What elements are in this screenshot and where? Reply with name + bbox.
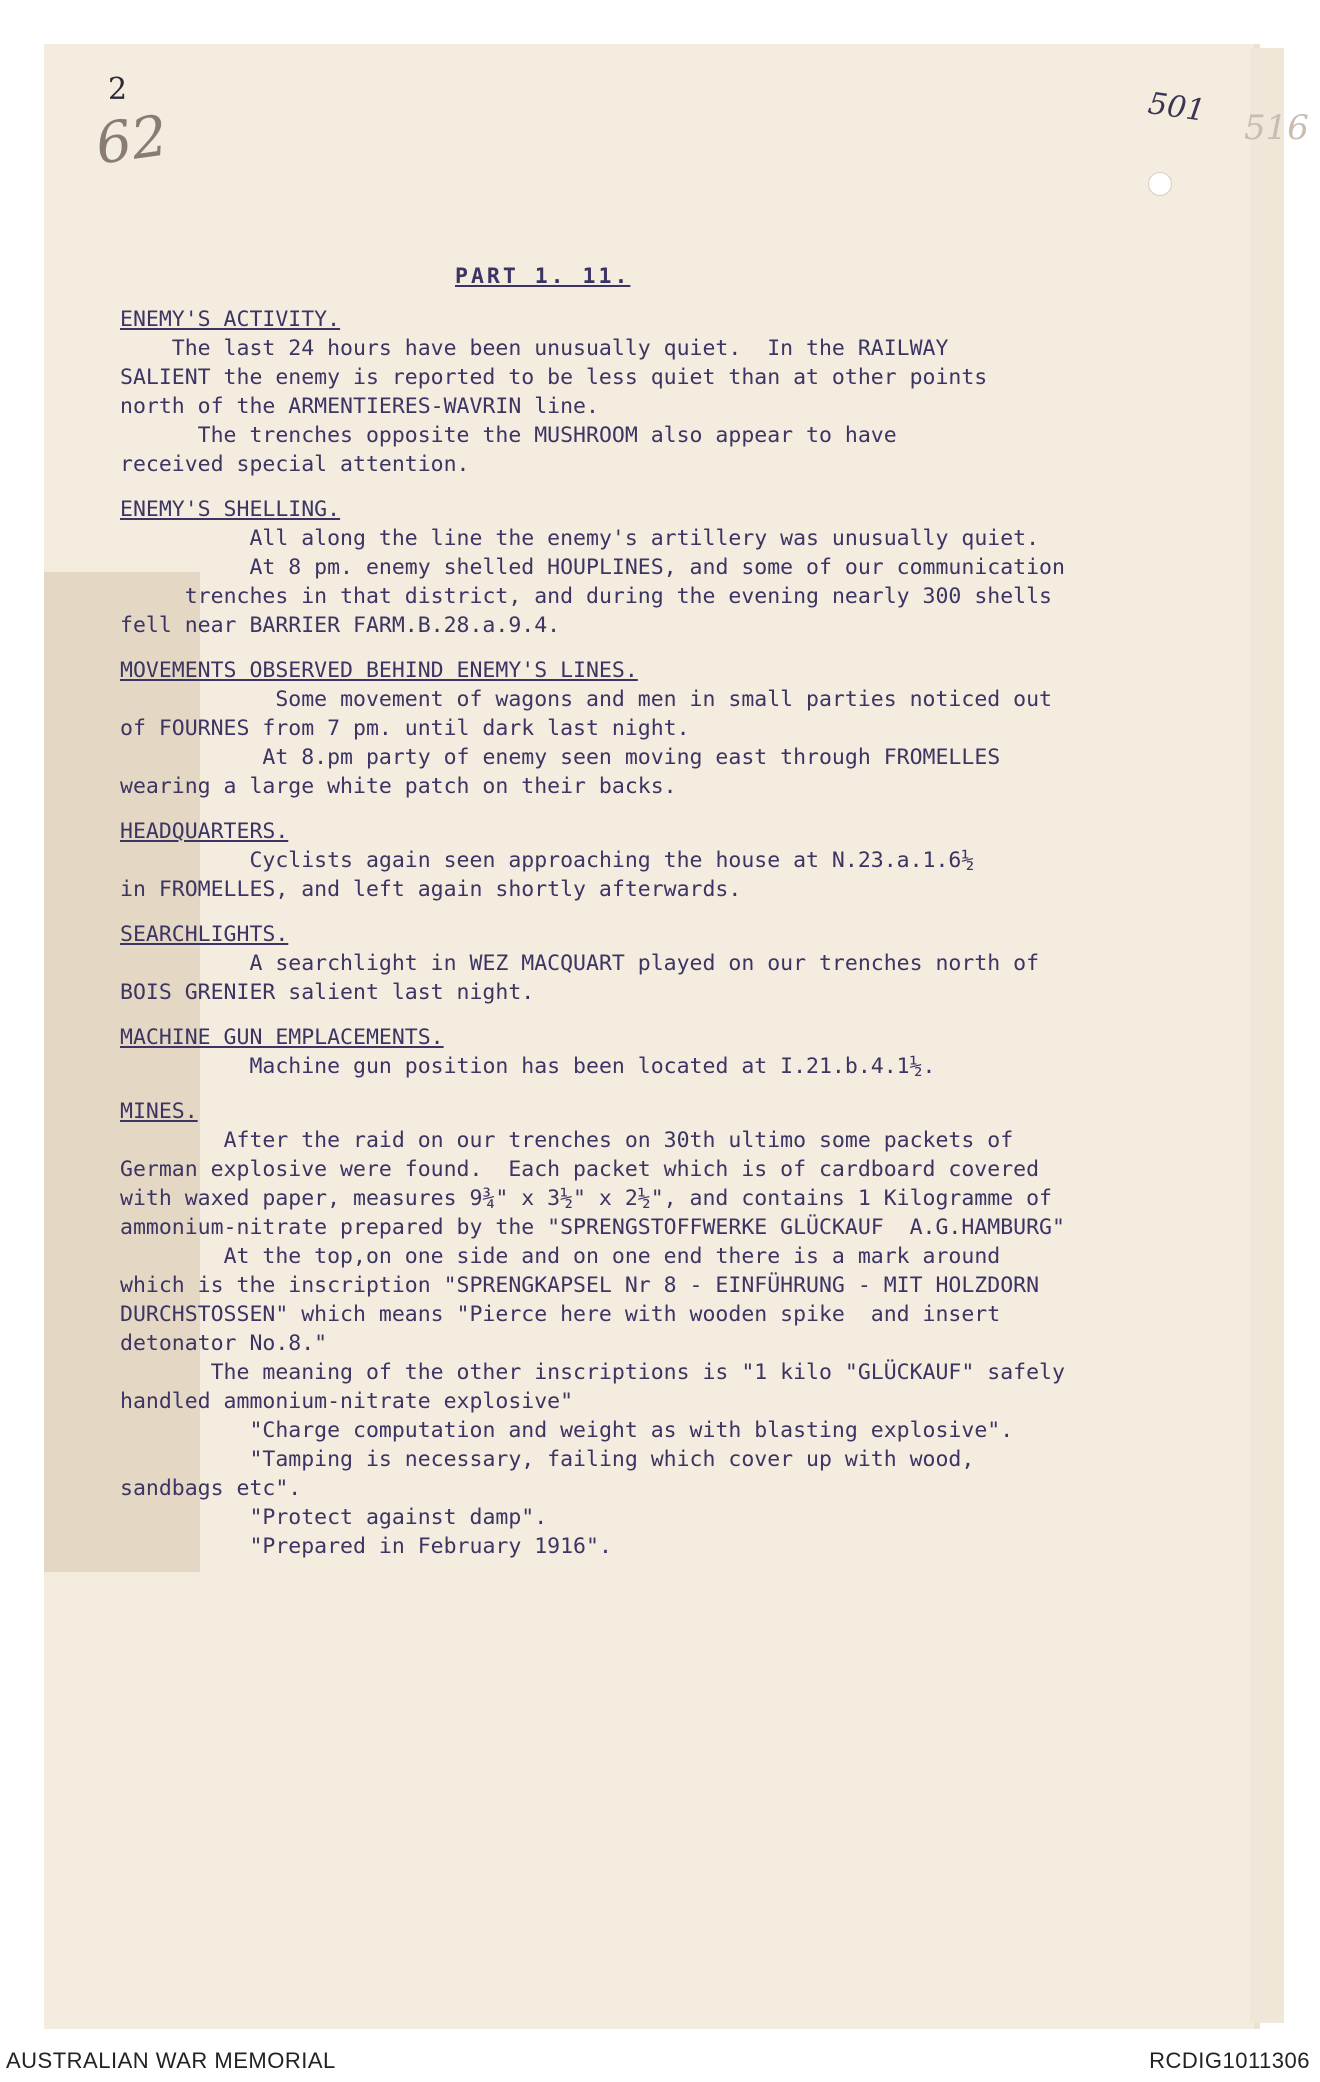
paragraph: At the top,on one side and on one end there is a mark around which is the inscription "SPRENGKAPSEL Nr 8 - EINFÜHRUNG - MIT HOLZDORN DURCHSTOSSEN" which means "Pierce here with wooden spike and insert detonator No.8." <box>120 1244 1040 1356</box>
paragraph: The last 24 hours have been unusually quiet. In the RAILWAY SALIENT the enemy is reported to be less quiet than at other points north of the ARMENTIERES-WAVRIN line. <box>120 336 988 419</box>
paragraph: "Tamping is necessary, failing which cover up with wood, sandbags etc". <box>120 1447 975 1501</box>
section-enemy-shelling <box>120 495 1245 640</box>
folio-number: 501 <box>1145 86 1208 129</box>
paragraph: "Prepared in February 1916". <box>120 1534 612 1559</box>
paragraph: The meaning of the other inscriptions is "1 kilo "GLÜCKAUF" safely handled ammonium-nitrate explosive" <box>120 1360 1065 1414</box>
section-mines <box>120 1097 1245 1561</box>
footer-institution: AUSTRALIAN WAR MEMORIAL <box>6 2048 336 2073</box>
handwritten-margin-number: 62 <box>91 103 172 178</box>
document-body <box>120 262 1245 1577</box>
paragraph: The trenches opposite the MUSHROOM also appear to have received special attention. <box>120 423 897 477</box>
section-heading: ENEMY'S SHELLING. <box>120 497 341 522</box>
page-number: 2 <box>108 72 128 107</box>
section-heading: SEARCHLIGHTS. <box>120 922 289 947</box>
paragraph: "Protect against damp". <box>120 1505 548 1530</box>
paragraph: "Charge computation and weight as with blasting explosive". <box>120 1418 1014 1443</box>
paragraph: A searchlight in WEZ MACQUART played on our trenches north of BOIS GRENIER salient last night. <box>120 951 1040 1005</box>
paragraph: All along the line the enemy's artillery was unusually quiet. <box>120 526 1040 551</box>
section-heading: MOVEMENTS OBSERVED BEHIND ENEMY'S LINES. <box>120 658 638 683</box>
section-machine-guns <box>120 1023 1245 1081</box>
footer-record-id: RCDIG1011306 <box>1149 2048 1310 2073</box>
section-heading: MACHINE GUN EMPLACEMENTS. <box>120 1025 444 1050</box>
folio-number-faded: 516 <box>1244 108 1309 148</box>
paragraph: Some movement of wagons and men in small parties noticed out of FOURNES from 7 pm. until dark last night. <box>120 687 1052 741</box>
section-heading: ENEMY'S ACTIVITY. <box>120 307 341 332</box>
section-headquarters <box>120 817 1245 904</box>
paragraph: Machine gun position has been located at I.21.b.4.1½. <box>120 1054 936 1079</box>
paper-edge <box>1250 48 1284 2023</box>
section-movements <box>120 656 1245 801</box>
section-heading: HEADQUARTERS. <box>120 819 289 844</box>
punch-hole <box>1148 172 1172 196</box>
paragraph: At 8 pm. enemy shelled HOUPLINES, and some of our communication trenches in that district, and during the evening nearly 300 shells fell near BARRIER FARM.B.28.a.9.4. <box>120 555 1065 638</box>
section-heading: MINES. <box>120 1099 198 1124</box>
document-title: PART 1. 11. <box>455 264 631 289</box>
paragraph: At 8.pm party of enemy seen moving east through FROMELLES wearing a large white patch on their backs. <box>120 745 1001 799</box>
section-searchlights <box>120 920 1245 1007</box>
section-enemy-activity <box>120 305 1245 479</box>
paragraph: After the raid on our trenches on 30th ultimo some packets of German explosive were found. Each packet which is of cardboard covered with waxed paper, measures 9¾" x 3½" x 2½", and contains 1 Kilogramme of ammonium-nitrate prepared by the "SPRENGSTOFFWERKE GLÜCKAUF A.G.HAMBURG" <box>120 1128 1065 1240</box>
paragraph: Cyclists again seen approaching the house at N.23.a.1.6½ in FROMELLES, and left again shortly afterwards. <box>120 848 975 902</box>
